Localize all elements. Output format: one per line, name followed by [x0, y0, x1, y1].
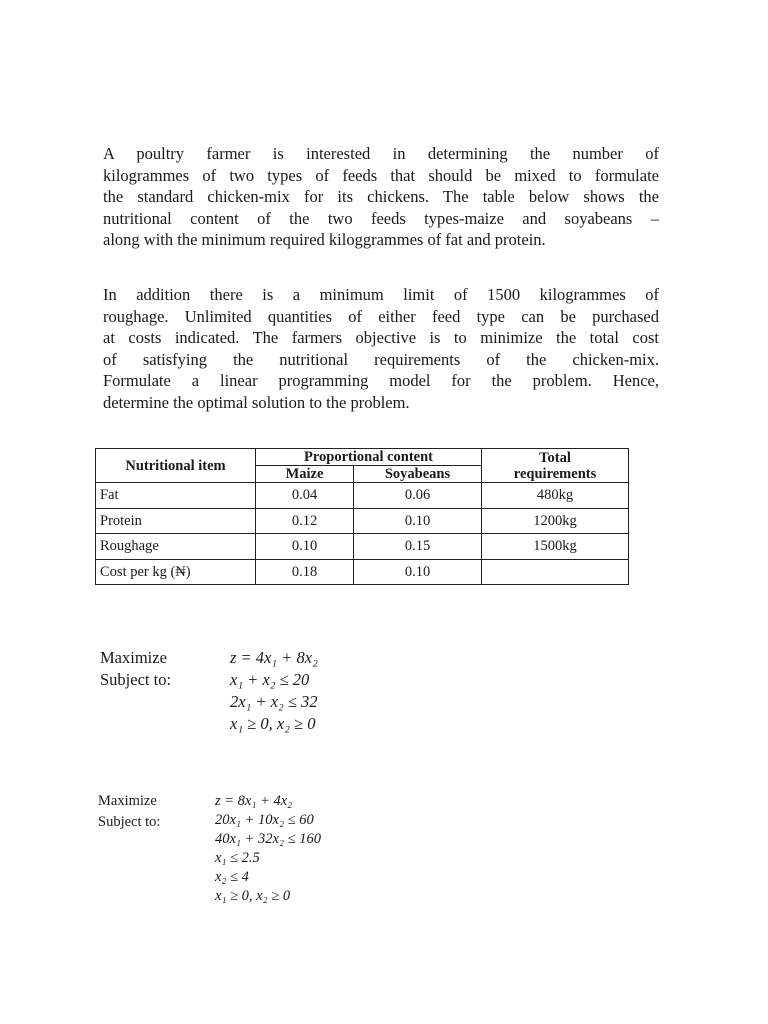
cell-total: 1500kg — [482, 534, 629, 560]
subject-to-label: Subject to: — [100, 670, 172, 689]
cell-total: 1200kg — [482, 508, 629, 534]
text-line: of satisfying the nutritional requirements of the chicken-mix. — [103, 349, 659, 369]
cell-soya: 0.06 — [354, 483, 482, 509]
cell-total: 480kg — [482, 483, 629, 509]
cell-maize: 0.04 — [256, 483, 354, 509]
subject-to-label: Subject to: — [98, 814, 161, 830]
constraint: 20x₁ + 10x₂ ≤ 60 — [215, 812, 314, 828]
constraint: x₁ ≥ 0, x₂ ≥ 0 — [230, 714, 316, 733]
problem-paragraph-1 — [103, 143, 659, 251]
cell-maize: 0.10 — [256, 534, 354, 560]
text-line: nutritional content of the two feeds types-maize and soyabeans – — [103, 208, 659, 228]
text-line: at costs indicated. The farmers objective is to minimize the total cost — [103, 328, 659, 347]
cell-item: Roughage — [96, 534, 256, 560]
text-line: the standard chicken-mix for its chickens. The table below shows the — [103, 187, 659, 206]
lp-equations — [230, 647, 318, 735]
constraint: x₁ ≥ 0, x₂ ≥ 0 — [215, 888, 291, 904]
cell-maize: 0.12 — [256, 508, 354, 534]
cell-soya: 0.10 — [354, 559, 482, 585]
text-line: A poultry farmer is interested in determining the number of — [103, 144, 659, 163]
maximize-label: Maximize — [98, 793, 157, 809]
constraint: x₁ ≤ 2.5 — [215, 850, 260, 866]
header-nutritional-item: Nutritional item — [96, 449, 256, 483]
table-row — [96, 508, 629, 534]
text-line: In addition there is a minimum limit of 1500 kilogrammes of — [103, 285, 659, 304]
header-total-line2: requirements — [513, 465, 597, 482]
cell-item: Fat — [96, 483, 256, 509]
nutrition-table-container — [95, 448, 628, 585]
cell-soya: 0.15 — [354, 534, 482, 560]
cell-item: Protein — [96, 508, 256, 534]
problem-paragraph-2 — [103, 284, 659, 413]
table-row — [96, 534, 629, 560]
header-total-requirements — [482, 449, 629, 483]
cell-soya: 0.10 — [354, 508, 482, 534]
lp-model-2 — [98, 792, 398, 922]
cell-maize: 0.18 — [256, 559, 354, 585]
text-line: roughage. Unlimited quantities of either feed type can be purchased — [103, 306, 659, 326]
table-row — [96, 559, 629, 585]
header-soyabeans: Soyabeans — [354, 466, 482, 483]
cell-item: Cost per kg (₦) — [96, 559, 256, 585]
text-line: determine the optimal solution to the problem. — [103, 392, 410, 412]
maximize-label: Maximize — [100, 648, 167, 667]
objective-function: z = 8x₁ + 4x₂ — [215, 793, 293, 809]
cell-total — [482, 559, 629, 585]
constraint: 2x₁ + x₂ ≤ 32 — [230, 692, 318, 711]
text-line: kilogrammes of two types of feeds that should be mixed to formulate — [103, 165, 659, 185]
header-maize: Maize — [256, 466, 354, 483]
nutrition-table — [95, 448, 629, 585]
table-row — [96, 483, 629, 509]
lp-equations — [215, 792, 321, 906]
constraint: 40x₁ + 32x₂ ≤ 160 — [215, 831, 321, 847]
constraint: x₂ ≤ 4 — [215, 869, 249, 885]
text-line: Formulate a linear programming model for the problem. Hence, — [103, 371, 659, 390]
constraint: x₁ + x₂ ≤ 20 — [230, 670, 310, 689]
objective-function: z = 4x₁ + 8x₂ — [230, 648, 318, 667]
header-proportional-content: Proportional content — [256, 449, 482, 466]
text-line: along with the minimum required kiloggrammes of fat and protein. — [103, 230, 546, 249]
header-total-line1: Total — [539, 449, 571, 466]
lp-model-1 — [100, 647, 400, 747]
